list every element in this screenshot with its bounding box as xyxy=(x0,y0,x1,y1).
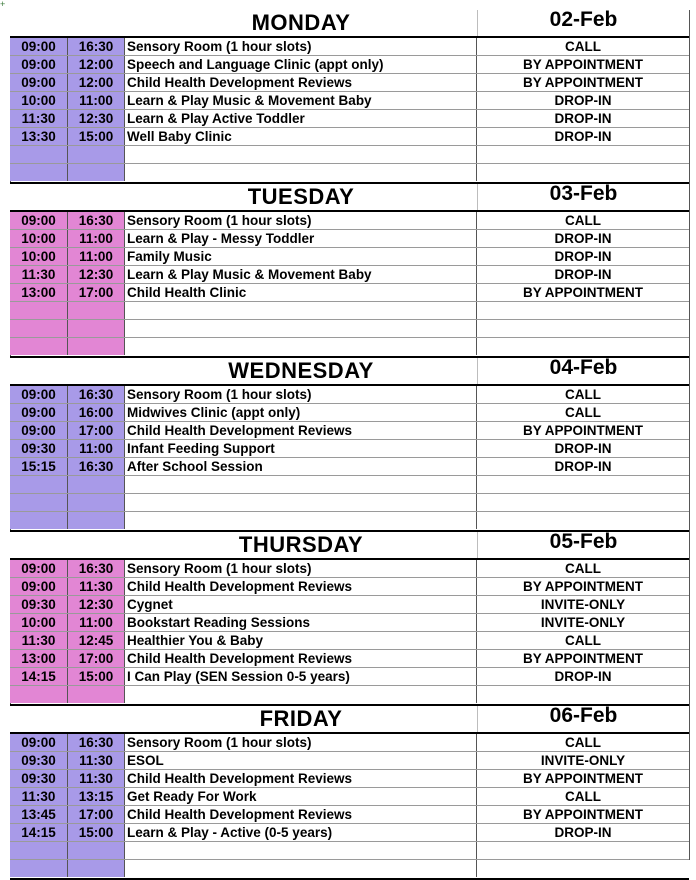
booking-status-cell[interactable] xyxy=(477,494,689,511)
activity-cell[interactable]: Learn & Play Music & Movement Baby xyxy=(125,266,477,283)
day-date[interactable]: 03-Feb xyxy=(549,182,618,205)
start-time-cell[interactable]: 09:00 xyxy=(10,560,68,577)
booking-status-cell[interactable] xyxy=(477,320,689,337)
start-time-cell[interactable] xyxy=(10,494,68,511)
activity-cell[interactable]: Child Health Development Reviews xyxy=(125,650,477,667)
activity-cell[interactable]: Child Health Development Reviews xyxy=(125,74,477,91)
booking-status-cell[interactable] xyxy=(477,164,689,181)
session-rows xyxy=(10,560,689,704)
start-time-cell[interactable]: 10:00 xyxy=(10,230,68,247)
end-time-cell[interactable]: 17:00 xyxy=(68,284,125,301)
day-block xyxy=(10,532,689,706)
end-time-cell[interactable]: 11:00 xyxy=(68,614,125,631)
booking-status-cell[interactable]: BY APPOINTMENT xyxy=(522,57,643,72)
day-header xyxy=(10,184,689,212)
session-rows xyxy=(10,212,689,356)
end-time-cell[interactable]: 16:30 xyxy=(68,560,125,577)
start-time-cell[interactable]: 09:30 xyxy=(10,440,68,457)
session-rows xyxy=(10,734,689,878)
end-time-cell[interactable] xyxy=(68,512,125,529)
session-row xyxy=(10,458,689,476)
end-time-cell[interactable] xyxy=(68,164,125,181)
session-row xyxy=(10,476,689,494)
booking-status-cell[interactable]: DROP-IN xyxy=(554,459,612,474)
booking-status-cell[interactable]: BY APPOINTMENT xyxy=(522,423,643,438)
booking-status-cell[interactable]: INVITE-ONLY xyxy=(540,597,626,612)
end-time-cell[interactable]: 15:00 xyxy=(68,128,125,145)
day-block xyxy=(10,706,689,880)
session-row xyxy=(10,212,689,230)
booking-status-cell[interactable]: DROP-IN xyxy=(554,93,612,108)
start-time-cell[interactable]: 09:00 xyxy=(10,734,68,751)
activity-cell[interactable]: Cygnet xyxy=(125,596,477,613)
end-time-cell[interactable]: 17:00 xyxy=(68,650,125,667)
end-time-cell[interactable]: 11:00 xyxy=(68,92,125,109)
end-time-cell[interactable]: 11:00 xyxy=(68,230,125,247)
end-time-cell[interactable] xyxy=(68,320,125,337)
day-block xyxy=(10,358,689,532)
activity-cell[interactable] xyxy=(125,686,477,703)
start-time-cell[interactable]: 09:00 xyxy=(10,386,68,403)
session-rows xyxy=(10,386,689,530)
activity-cell[interactable] xyxy=(125,494,477,511)
end-time-cell[interactable] xyxy=(68,494,125,511)
start-time-cell[interactable]: 09:00 xyxy=(10,38,68,55)
activity-cell[interactable]: Learn & Play - Active (0-5 years) xyxy=(125,824,477,841)
day-name[interactable]: THURSDAY xyxy=(238,532,364,557)
end-time-cell[interactable]: 11:30 xyxy=(68,770,125,787)
activity-cell[interactable]: Learn & Play Music & Movement Baby xyxy=(125,92,477,109)
session-row xyxy=(10,596,689,614)
day-name[interactable]: WEDNESDAY xyxy=(228,358,374,383)
session-row xyxy=(10,146,689,164)
booking-status-cell[interactable]: DROP-IN xyxy=(554,825,612,840)
activity-cell[interactable]: Healthier You & Baby xyxy=(125,632,477,649)
day-date[interactable]: 05-Feb xyxy=(549,530,618,553)
session-row xyxy=(10,734,689,752)
session-row xyxy=(10,440,689,458)
end-time-cell[interactable]: 11:30 xyxy=(68,578,125,595)
end-time-cell[interactable] xyxy=(68,338,125,355)
session-row xyxy=(10,578,689,596)
activity-cell[interactable]: Family Music xyxy=(125,248,477,265)
end-time-cell[interactable]: 16:30 xyxy=(68,212,125,229)
session-rows xyxy=(10,38,689,182)
end-time-cell[interactable] xyxy=(68,686,125,703)
day-header xyxy=(10,358,689,386)
start-time-cell[interactable]: 09:00 xyxy=(10,74,68,91)
start-time-cell[interactable]: 09:00 xyxy=(10,578,68,595)
start-time-cell[interactable]: 09:30 xyxy=(10,752,68,769)
booking-status-cell[interactable]: DROP-IN xyxy=(554,231,612,246)
end-time-cell[interactable] xyxy=(68,302,125,319)
booking-status-cell[interactable]: CALL xyxy=(565,735,601,750)
session-row xyxy=(10,128,689,146)
session-row xyxy=(10,386,689,404)
start-time-cell[interactable] xyxy=(10,476,68,493)
end-time-cell[interactable]: 11:00 xyxy=(68,440,125,457)
activity-cell[interactable] xyxy=(125,320,477,337)
end-time-cell[interactable]: 12:30 xyxy=(68,596,125,613)
end-time-cell[interactable]: 17:00 xyxy=(68,422,125,439)
session-row xyxy=(10,164,689,182)
start-time-cell[interactable]: 09:30 xyxy=(10,770,68,787)
booking-status-cell[interactable]: BY APPOINTMENT xyxy=(522,285,643,300)
end-time-cell[interactable]: 16:30 xyxy=(68,386,125,403)
activity-cell[interactable] xyxy=(125,860,477,877)
booking-status-cell[interactable]: CALL xyxy=(565,213,601,228)
booking-status-cell[interactable] xyxy=(477,476,689,493)
session-row xyxy=(10,770,689,788)
start-time-cell[interactable] xyxy=(10,512,68,529)
end-time-cell[interactable]: 12:30 xyxy=(68,266,125,283)
start-time-cell[interactable] xyxy=(10,338,68,355)
start-time-cell[interactable]: 11:30 xyxy=(10,788,68,805)
booking-status-cell[interactable]: DROP-IN xyxy=(554,669,612,684)
start-time-cell[interactable] xyxy=(10,842,68,859)
sheet-right-border xyxy=(689,10,690,860)
activity-cell[interactable] xyxy=(125,512,477,529)
booking-status-cell[interactable] xyxy=(477,686,689,703)
start-time-cell[interactable]: 13:45 xyxy=(10,806,68,823)
activity-cell[interactable]: Sensory Room (1 hour slots) xyxy=(125,734,477,751)
booking-status-cell[interactable] xyxy=(477,860,689,877)
booking-status-cell[interactable]: CALL xyxy=(565,405,601,420)
end-time-cell[interactable] xyxy=(68,476,125,493)
end-time-cell[interactable]: 11:30 xyxy=(68,752,125,769)
activity-cell[interactable]: Learn & Play Active Toddler xyxy=(125,110,477,127)
session-row xyxy=(10,752,689,770)
start-time-cell[interactable]: 14:15 xyxy=(10,824,68,841)
start-time-cell[interactable] xyxy=(10,860,68,877)
booking-status-cell[interactable]: BY APPOINTMENT xyxy=(522,807,643,822)
end-time-cell[interactable]: 12:45 xyxy=(68,632,125,649)
end-time-cell[interactable]: 16:30 xyxy=(68,734,125,751)
session-row xyxy=(10,788,689,806)
start-time-cell[interactable]: 09:00 xyxy=(10,422,68,439)
session-row xyxy=(10,494,689,512)
session-row xyxy=(10,824,689,842)
activity-cell[interactable]: Speech and Language Clinic (appt only) xyxy=(125,56,477,73)
session-row xyxy=(10,110,689,128)
end-time-cell[interactable]: 16:00 xyxy=(68,404,125,421)
booking-status-cell[interactable]: DROP-IN xyxy=(554,441,612,456)
activity-cell[interactable]: Sensory Room (1 hour slots) xyxy=(125,212,477,229)
booking-status-cell[interactable]: CALL xyxy=(565,633,601,648)
cell-corner-marker: + xyxy=(0,0,6,9)
start-time-cell[interactable]: 15:15 xyxy=(10,458,68,475)
activity-cell[interactable]: Sensory Room (1 hour slots) xyxy=(125,560,477,577)
activity-cell[interactable]: I Can Play (SEN Session 0-5 years) xyxy=(125,668,477,685)
booking-status-cell[interactable] xyxy=(477,302,689,319)
booking-status-cell[interactable]: CALL xyxy=(565,39,601,54)
end-time-cell[interactable]: 16:30 xyxy=(68,458,125,475)
activity-cell[interactable]: Midwives Clinic (appt only) xyxy=(125,404,477,421)
activity-cell[interactable] xyxy=(125,338,477,355)
start-time-cell[interactable]: 09:00 xyxy=(10,404,68,421)
day-header xyxy=(10,532,689,560)
day-name[interactable]: FRIDAY xyxy=(259,706,343,731)
booking-status-cell[interactable]: CALL xyxy=(565,789,601,804)
end-time-cell[interactable]: 12:00 xyxy=(68,56,125,73)
day-date[interactable]: 04-Feb xyxy=(549,356,618,379)
weekly-schedule-sheet xyxy=(10,10,689,880)
start-time-cell[interactable]: 10:00 xyxy=(10,248,68,265)
session-row xyxy=(10,668,689,686)
activity-cell[interactable] xyxy=(125,146,477,163)
session-row xyxy=(10,230,689,248)
activity-cell[interactable]: Infant Feeding Support xyxy=(125,440,477,457)
activity-cell[interactable] xyxy=(125,842,477,859)
start-time-cell[interactable] xyxy=(10,146,68,163)
session-row xyxy=(10,302,689,320)
activity-cell[interactable]: Child Health Development Reviews xyxy=(125,770,477,787)
end-time-cell[interactable] xyxy=(68,146,125,163)
end-time-cell[interactable] xyxy=(68,842,125,859)
start-time-cell[interactable]: 11:30 xyxy=(10,110,68,127)
end-time-cell[interactable]: 15:00 xyxy=(68,668,125,685)
session-row xyxy=(10,860,689,878)
day-header xyxy=(10,10,689,38)
day-name[interactable]: TUESDAY xyxy=(247,184,355,209)
session-row xyxy=(10,320,689,338)
start-time-cell[interactable] xyxy=(10,320,68,337)
start-time-cell[interactable]: 10:00 xyxy=(10,614,68,631)
session-row xyxy=(10,560,689,578)
start-time-cell[interactable]: 14:15 xyxy=(10,668,68,685)
day-header xyxy=(10,706,689,734)
start-time-cell[interactable]: 09:00 xyxy=(10,56,68,73)
activity-cell[interactable]: Child Health Clinic xyxy=(125,284,477,301)
end-time-cell[interactable]: 12:00 xyxy=(68,74,125,91)
activity-cell[interactable]: Well Baby Clinic xyxy=(125,128,477,145)
activity-cell[interactable]: Bookstart Reading Sessions xyxy=(125,614,477,631)
booking-status-cell[interactable]: CALL xyxy=(565,387,601,402)
start-time-cell[interactable]: 13:00 xyxy=(10,650,68,667)
start-time-cell[interactable]: 11:30 xyxy=(10,266,68,283)
session-row xyxy=(10,842,689,860)
session-row xyxy=(10,614,689,632)
session-row xyxy=(10,650,689,668)
booking-status-cell[interactable] xyxy=(477,338,689,355)
booking-status-cell[interactable]: DROP-IN xyxy=(554,111,612,126)
booking-status-cell[interactable]: BY APPOINTMENT xyxy=(522,579,643,594)
activity-cell[interactable]: Child Health Development Reviews xyxy=(125,806,477,823)
booking-status-cell[interactable]: INVITE-ONLY xyxy=(540,615,626,630)
end-time-cell[interactable]: 16:30 xyxy=(68,38,125,55)
activity-cell[interactable] xyxy=(125,164,477,181)
activity-cell[interactable]: Get Ready For Work xyxy=(125,788,477,805)
activity-cell[interactable]: Sensory Room (1 hour slots) xyxy=(125,38,477,55)
activity-cell[interactable] xyxy=(125,476,477,493)
booking-status-cell[interactable]: BY APPOINTMENT xyxy=(522,75,643,90)
booking-status-cell[interactable]: DROP-IN xyxy=(554,249,612,264)
day-block xyxy=(10,10,689,184)
start-time-cell[interactable] xyxy=(10,302,68,319)
booking-status-cell[interactable]: BY APPOINTMENT xyxy=(522,771,643,786)
activity-cell[interactable]: Child Health Development Reviews xyxy=(125,422,477,439)
session-row xyxy=(10,632,689,650)
booking-status-cell[interactable]: INVITE-ONLY xyxy=(540,753,626,768)
session-row xyxy=(10,74,689,92)
activity-cell[interactable]: Child Health Development Reviews xyxy=(125,578,477,595)
end-time-cell[interactable]: 17:00 xyxy=(68,806,125,823)
booking-status-cell[interactable] xyxy=(477,842,689,859)
activity-cell[interactable] xyxy=(125,302,477,319)
session-row xyxy=(10,284,689,302)
start-time-cell[interactable]: 09:00 xyxy=(10,212,68,229)
session-row xyxy=(10,404,689,422)
session-row xyxy=(10,338,689,356)
start-time-cell[interactable]: 10:00 xyxy=(10,92,68,109)
day-date[interactable]: 02-Feb xyxy=(549,8,618,31)
session-row xyxy=(10,248,689,266)
session-row xyxy=(10,686,689,704)
booking-status-cell[interactable]: CALL xyxy=(565,561,601,576)
start-time-cell[interactable]: 09:30 xyxy=(10,596,68,613)
start-time-cell[interactable] xyxy=(10,686,68,703)
booking-status-cell[interactable]: DROP-IN xyxy=(554,267,612,282)
session-row xyxy=(10,92,689,110)
session-row xyxy=(10,266,689,284)
session-row xyxy=(10,56,689,74)
end-time-cell[interactable] xyxy=(68,860,125,877)
booking-status-cell[interactable]: BY APPOINTMENT xyxy=(522,651,643,666)
activity-cell[interactable]: After School Session xyxy=(125,458,477,475)
start-time-cell[interactable]: 11:30 xyxy=(10,632,68,649)
booking-status-cell[interactable] xyxy=(477,146,689,163)
booking-status-cell[interactable]: DROP-IN xyxy=(554,129,612,144)
start-time-cell[interactable]: 13:30 xyxy=(10,128,68,145)
day-date[interactable]: 06-Feb xyxy=(549,704,618,727)
activity-cell[interactable]: ESOL xyxy=(125,752,477,769)
end-time-cell[interactable]: 11:00 xyxy=(68,248,125,265)
start-time-cell[interactable] xyxy=(10,164,68,181)
end-time-cell[interactable]: 12:30 xyxy=(68,110,125,127)
session-row xyxy=(10,38,689,56)
end-time-cell[interactable]: 15:00 xyxy=(68,824,125,841)
session-row xyxy=(10,806,689,824)
start-time-cell[interactable]: 13:00 xyxy=(10,284,68,301)
session-row xyxy=(10,422,689,440)
end-time-cell[interactable]: 13:15 xyxy=(68,788,125,805)
activity-cell[interactable]: Learn & Play - Messy Toddler xyxy=(125,230,477,247)
activity-cell[interactable]: Sensory Room (1 hour slots) xyxy=(125,386,477,403)
booking-status-cell[interactable] xyxy=(477,512,689,529)
day-block xyxy=(10,184,689,358)
session-row xyxy=(10,512,689,530)
day-name[interactable]: MONDAY xyxy=(251,10,351,35)
